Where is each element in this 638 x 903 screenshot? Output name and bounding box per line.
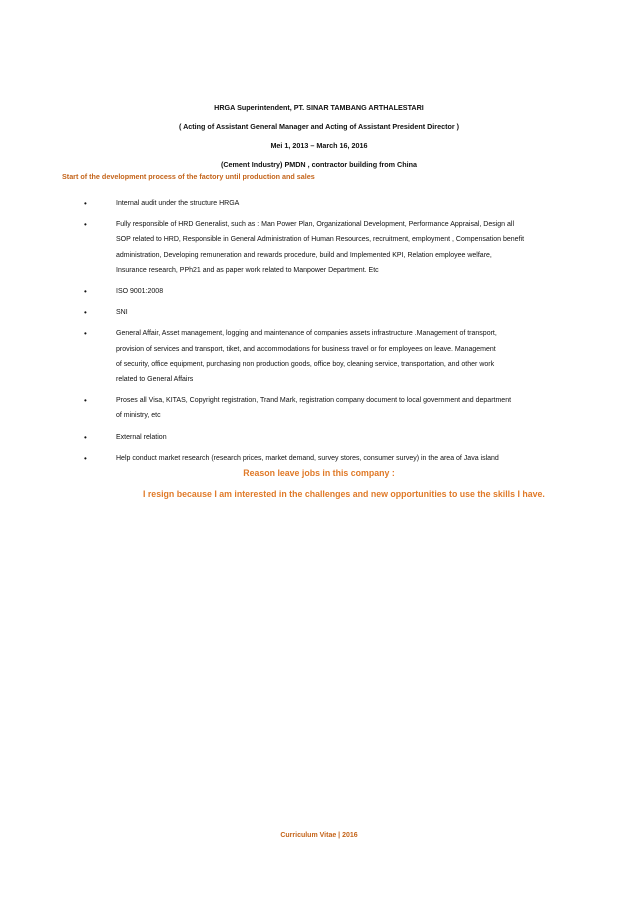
duty-text-line: SOP related to HRD, Responsible in General Administration of Human Resources, recruitment, employment , Compensation benefit: [116, 236, 525, 244]
duty-text-line: Help conduct market research (research prices, market demand, survey stores, consumer survey) in the area of Java island: [116, 454, 499, 462]
duty-text-line: Proses all Visa, KITAS, Copyright registration, Trand Mark, registration company document to local government and department: [116, 397, 512, 405]
job-header: [0, 98, 638, 174]
job-acting-role: ( Acting of Assistant General Manager and Acting of Assistant President Director ): [178, 122, 460, 131]
job-position: HRGA Superintendent, PT. SINAR TAMBANG ARTHALESTARI: [214, 103, 424, 112]
duty-text-line: ISO 9001:2008: [116, 288, 164, 296]
bullet-icon: •: [84, 220, 87, 230]
bullet-icon: •: [84, 432, 87, 442]
duty-item: [84, 430, 584, 445]
duty-text-line: related to General Affairs: [116, 376, 194, 384]
bullet-icon: •: [84, 329, 87, 339]
duty-item: [84, 451, 584, 466]
bullet-icon: •: [84, 287, 87, 297]
footer: Curriculum Vitae | 2016: [280, 832, 358, 839]
duty-text-line: of ministry, etc: [116, 412, 161, 420]
duty-item: [84, 217, 584, 278]
duty-text-line: General Affair, Asset management, logging and maintenance of companies assets infrastructure .Management of transport,: [116, 330, 497, 338]
bullet-icon: •: [84, 308, 87, 318]
duty-text-line: of security, office equipment, purchasing non production goods, office boy, cleaning service, transportation, and other work: [116, 360, 495, 368]
reason-text: I resign because I am interested in the challenges and new opportunities to use the skills I have.: [143, 489, 545, 499]
duties-list: [84, 196, 584, 472]
reason-title: Reason leave jobs in this company :: [243, 468, 395, 478]
bullet-icon: •: [84, 396, 87, 406]
duty-text-line: provision of services and transport, tiket, and accommodations for business travel or for employees on leave. Management: [116, 345, 496, 353]
duty-text-line: Insurance research, PPh21 and as paper work related to Manpower Department. Etc: [116, 266, 379, 274]
duty-text-line: administration, Developing remuneration and rewards procedure, build and Implemented KPI, Relation employee welfare,: [116, 251, 492, 259]
duty-item: [84, 393, 584, 423]
bullet-icon: •: [84, 199, 87, 208]
duty-text-line: Fully responsible of HRD Generalist, such as : Man Power Plan, Organizational Development, Performance Appraisal, Design all: [116, 221, 515, 229]
duty-item: [84, 196, 584, 211]
duty-text-line: SNI: [116, 309, 128, 317]
intro-statement: Start of the development process of the factory until production and sales: [62, 172, 315, 181]
duty-text-line: External relation: [116, 433, 167, 441]
duty-item: [84, 284, 584, 299]
bullet-icon: •: [84, 453, 87, 463]
duty-item: [84, 326, 584, 387]
job-period: Mei 1, 2013 – March 16, 2016: [270, 141, 368, 150]
duty-item: [84, 305, 584, 320]
job-company: (Cement Industry) PMDN , contractor building from China: [220, 160, 418, 169]
duty-text-line: Internal audit under the structure HRGA: [116, 200, 240, 207]
